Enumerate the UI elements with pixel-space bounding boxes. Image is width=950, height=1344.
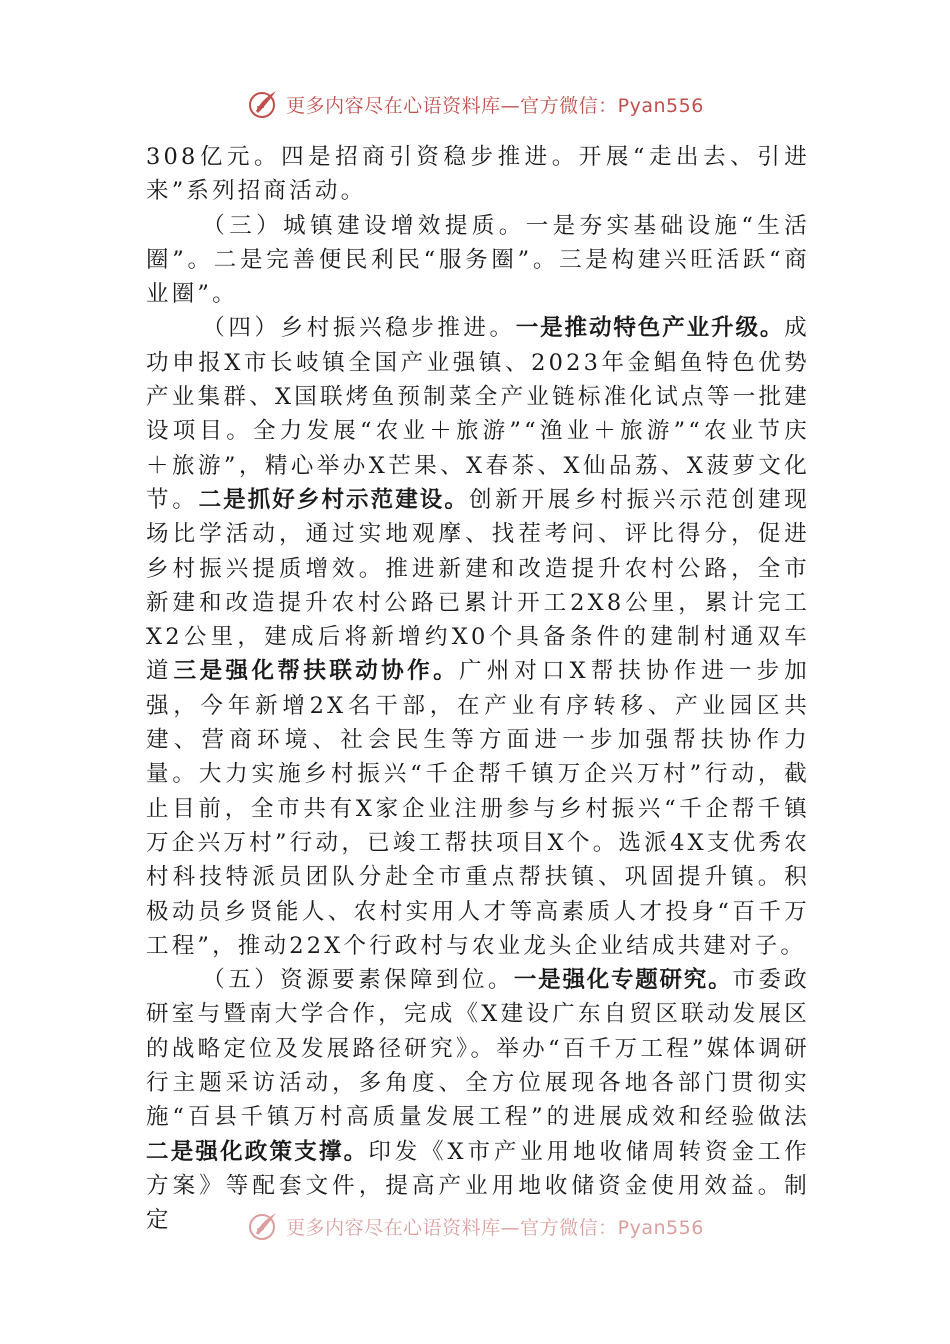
bold-heading-text: 三是强化帮扶联动协作。 bbox=[173, 658, 460, 685]
bold-heading-text: 二是抓好乡村示范建设。 bbox=[198, 486, 469, 513]
header-watermark bbox=[0, 84, 950, 124]
footer-watermark bbox=[0, 1206, 950, 1246]
paragraph bbox=[146, 140, 810, 209]
paragraph bbox=[146, 963, 810, 1237]
feather-seal-icon bbox=[246, 1209, 280, 1243]
watermark-text: 更多内容尽在心语资料库—官方微信：Pyan556 bbox=[286, 1216, 704, 1239]
paragraph-text: 市委政研室与暨南大学合作，完成《X建设广东自贸区联动发展区的战略定位及发展路径研究》。举办“百千万工程”媒体调研行主题采访活动，多角度、全方位展现各地各部门贯彻实施“百县千镇万村高质量发展工程”的进展成效和经验做法 bbox=[146, 967, 810, 1131]
paragraph bbox=[146, 311, 810, 963]
watermark-text: 更多内容尽在心语资料库—官方微信：Pyan556 bbox=[286, 94, 704, 117]
paragraph-text: 印发《X市产业用地收储周转资金工作方案》等配套文件，提高产业用地收储资金使用效益。制定 bbox=[146, 1138, 810, 1234]
bold-heading-text: 二是强化政策支撑。 bbox=[146, 1138, 369, 1165]
paragraph-text: （三）城镇建设增效提质。一是夯实基础设施“生活圈”。二是完善便民利民“服务圈”。三是构建兴旺活跃“商业圈”。 bbox=[146, 212, 810, 308]
paragraph-text: 成功申报X市长岐镇全国产业强镇、2023年金鲳鱼特色优势产业集群、X国联烤鱼预制菜全产业链标准化试点等一批建设项目。全力发展“农业＋旅游”“渔业＋旅游”“农业节庆＋旅游”，精心举办X芒果、X春茶、X仙品荔、X菠萝文化节。 bbox=[146, 315, 810, 513]
bold-heading-text: 一是强化专题研究。 bbox=[513, 967, 733, 994]
document-body bbox=[146, 140, 810, 1238]
paragraph-text: （五）资源要素保障到位。 bbox=[202, 967, 514, 994]
paragraph-text: 308亿元。四是招商引资稳步推进。开展“走出去、引进来”系列招商活动。 bbox=[146, 144, 810, 205]
paragraph-text: 创新开展乡村振兴示范创建现场比学活动，通过实地观摩、找茬考问、评比得分，促进乡村振兴提质增效。推进新建和改造提升农村公路，全市新建和改造提升农村公路已累计开工2X8公里，累计完工X2公里，建成后将新增约X0个具备条件的建制村通双车道 bbox=[146, 486, 810, 685]
feather-seal-icon bbox=[246, 87, 280, 121]
paragraph bbox=[146, 209, 810, 312]
paragraph-text: （四）乡村振兴稳步推进。 bbox=[202, 315, 516, 342]
bold-heading-text: 一是推动特色产业升级。 bbox=[515, 315, 785, 342]
paragraph-text: 广州对口X帮扶协作进一步加强，今年新增2X名干部，在产业有序转移、产业园区共建、营商环境、社会民生等方面进一步加强帮扶协作力量。大力实施乡村振兴“千企帮千镇万企兴万村”行动，截止目前，全市共有X家企业注册参与乡村振兴“千企帮千镇万企兴万村”行动，已竣工帮扶项目X个。选派4X支优秀农村科技特派员团队分赴全市重点帮扶镇、巩固提升镇。积极动员乡贤能人、农村实用人才等高素质人才投身“百千万工程”，推动22X个行政村与农业龙头企业结成共建对子。 bbox=[146, 658, 810, 959]
